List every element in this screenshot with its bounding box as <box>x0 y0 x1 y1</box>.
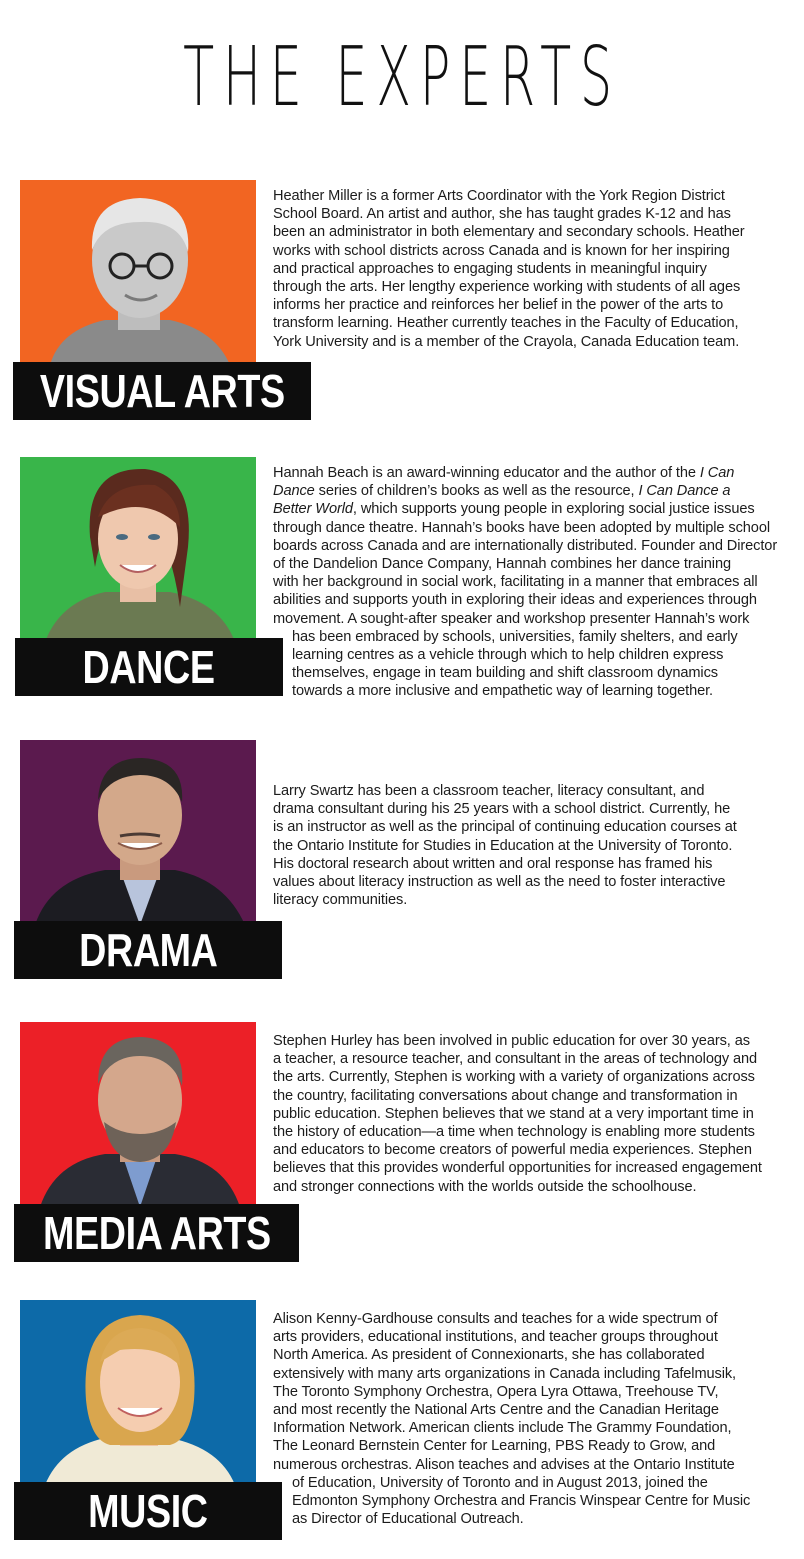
bio-line: Stephen Hurley has been involved in public education for over 30 years, as <box>273 1033 750 1049</box>
bio-line: been an administrator in both elementary and secondary schools. Heather <box>273 224 745 241</box>
bio-line: boards across Canada and are internationally distributed. Founder and Director <box>273 537 778 554</box>
bio-line: the history of education—a time when technology is enabling more students <box>273 1124 755 1141</box>
category-label <box>14 1204 299 1262</box>
category-label <box>13 362 311 420</box>
bio-line: The Toronto Symphony Orchestra, Opera Lyra Ottawa, Treehouse TV, <box>273 1383 719 1400</box>
bio-line: Heather Miller is a former Arts Coordinator with the York Region District <box>273 188 725 204</box>
person-portrait-icon <box>20 740 256 925</box>
book-title-italic: I Can Dance a <box>638 483 731 500</box>
expert-bio <box>273 1310 750 1528</box>
bio-line: abilities and supports youth in exploring their ideas and experiences through <box>273 592 757 609</box>
bio-line: of Education, University of Toronto and in August 2013, joined the <box>292 1474 708 1491</box>
portrait-photo-larry-swartz <box>20 740 256 925</box>
bio-line: and educators to become creators of powerful media experiences. Stephen <box>273 1142 752 1159</box>
bio-line: North America. As president of Connexionarts, she has collaborated <box>273 1347 705 1364</box>
bio-line: believes that this provides wonderful opportunities for increased engagement <box>273 1160 762 1177</box>
portrait-photo-alison-kenny-gardhouse <box>20 1300 256 1485</box>
bio-line: the arts. Currently, Stephen is working with a variety of organizations across <box>273 1069 755 1086</box>
bio-line: towards a more inclusive and empathetic way of learning together. <box>292 683 714 700</box>
bio-line: Information Network. American clients include The Grammy Foundation, <box>273 1420 732 1437</box>
expert-bio <box>273 1032 762 1196</box>
bio-text: Hannah Beach is an award-winning educator and the author of the <box>273 465 700 481</box>
portrait-photo-heather-miller <box>20 180 256 365</box>
bio-line: literacy communities. <box>273 892 408 909</box>
bio-line: Alison Kenny-Gardhouse consults and teaches for a wide spectrum of <box>273 1311 718 1327</box>
bio-line: drama consultant during his 25 years with a school district. Currently, he <box>273 801 731 818</box>
bio-line: Larry Swartz has been a classroom teacher, literacy consultant, and <box>273 783 705 799</box>
bio-line: His doctoral research about written and oral response has framed his <box>273 855 713 872</box>
bio-line: a teacher, a resource teacher, and consultant in the areas of technology and <box>273 1051 758 1068</box>
category-label-text: DANCE <box>82 641 216 693</box>
bio-line: transform learning. Heather currently teaches in the Faculty of Education, <box>273 315 739 332</box>
expert-bio <box>273 187 745 351</box>
person-portrait-icon <box>20 457 256 642</box>
person-portrait-icon <box>20 180 256 365</box>
category-label-text: MEDIA ARTS <box>42 1207 271 1259</box>
category-label-text: DRAMA <box>78 924 218 976</box>
bio-line: has been embraced by schools, universities, family shelters, and early <box>292 628 738 645</box>
bio-line: and practical approaches to engaging students in meaningful inquiry <box>273 260 707 277</box>
book-title-italic: I Can <box>699 465 735 481</box>
bio-line: numerous orchestras. Alison teaches and advises at the Ontario Institute <box>273 1456 735 1473</box>
book-title-italic: Better World <box>273 501 353 518</box>
bio-line: themselves, engage in team building and shift classroom dynamics <box>292 665 718 682</box>
bio-line: through dance theatre. Hannah’s books have been adopted by multiple school <box>273 519 770 536</box>
person-portrait-icon <box>20 1300 256 1485</box>
bio-line: learning centres as a vehicle through which to help children express <box>292 647 724 664</box>
bio-line: The Leonard Bernstein Center for Learning, PBS Ready to Grow, and <box>273 1438 716 1455</box>
bio-line: through the arts. Her lengthy experience working with students of all ages <box>273 279 741 296</box>
category-label <box>14 1482 282 1540</box>
category-label-text: VISUAL ARTS <box>39 365 285 417</box>
bio-line: informs her practice and reinforces her belief in the power of the arts to <box>273 297 724 314</box>
bio-line: York University and is a member of the Crayola, Canada Education team. <box>273 333 740 350</box>
bio-line: arts providers, educational institutions, and teacher groups throughout <box>273 1329 718 1346</box>
bio-line: School Board. An artist and author, she has taught grades K-12 and has <box>273 206 731 223</box>
bio-line: Edmonton Symphony Orchestra and Francis Winspear Centre for Music <box>292 1493 751 1510</box>
bio-line <box>273 482 777 500</box>
bio-line: values about literacy instruction as well as the need to foster interactive <box>273 874 726 891</box>
bio-line: and stronger connections with the worlds outside the schoolhouse. <box>273 1178 697 1195</box>
bio-line: of the Dandelion Dance Company, Hannah combines her dance training <box>273 556 731 573</box>
page-title: THE EXPERTS <box>183 30 621 125</box>
bio-line: works with school districts across Canada and is known for her inspiring <box>273 242 730 259</box>
expert-bio <box>273 782 737 909</box>
bio-text: series of children’s books as well as the resource, <box>314 483 639 500</box>
bio-line: is an instructor as well as the principal of continuing education courses at <box>273 819 737 836</box>
category-label-text: MUSIC <box>88 1485 208 1537</box>
portrait-photo-hannah-beach <box>20 457 256 642</box>
book-title-italic: Dance <box>273 483 315 500</box>
expert-bio <box>273 464 777 701</box>
bio-line <box>273 500 777 518</box>
bio-line: as Director of Educational Outreach. <box>292 1511 524 1528</box>
bio-line: movement. A sought-after speaker and workshop presenter Hannah’s work <box>273 610 750 627</box>
bio-line: the country, facilitating conversations about change and transformation in <box>273 1087 738 1104</box>
bio-line: with her background in social work, facilitating in a manner that embraces all <box>273 574 758 591</box>
bio-line: and most recently the National Arts Centre and the Canadian Heritage <box>273 1402 719 1419</box>
bio-line: the Ontario Institute for Studies in Education at the University of Toronto. <box>273 837 733 854</box>
bio-line: public education. Stephen believes that we stand at a very important time in <box>273 1105 754 1122</box>
person-portrait-icon <box>20 1022 256 1207</box>
portrait-photo-stephen-hurley <box>20 1022 256 1207</box>
category-label <box>14 921 282 979</box>
bio-line <box>273 464 777 482</box>
bio-text: , which supports young people in exploring social justice issues <box>352 501 755 518</box>
category-label <box>15 638 283 696</box>
bio-line: extensively with many arts organizations in Canada including Tafelmusik, <box>273 1365 737 1382</box>
